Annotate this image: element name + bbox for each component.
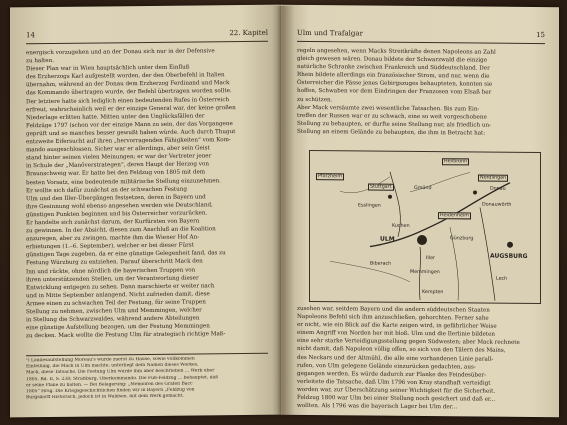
text-line: Er handelte sich zunächst darum, der Kurfürsten von Bayern — [26, 218, 200, 227]
map-label: Nördlingen — [480, 175, 507, 181]
text-line: zu halten. — [26, 58, 54, 65]
text-line: regeln angesehen, wenn Macks Streitkräfte denen Napoleons an Zahl — [297, 47, 496, 56]
campaign-map — [309, 150, 541, 304]
text-line: günstigen Tage zugeben, da er eine günstige Gelegenheit fand, das zu — [26, 250, 226, 259]
map-label: Günzburg — [450, 236, 474, 242]
map-label-ulm: ULM — [380, 235, 395, 243]
text-line: Armee einen zu schwachen Teil der Festung, für seine Truppen — [26, 299, 206, 308]
map-label: Kuchen — [392, 223, 410, 229]
text-line: gegangen werden. Es würde dadurch zur Flanke des Feindesüber- — [297, 370, 486, 379]
augsburg-marker — [507, 242, 513, 248]
text-line: 1805“ Hrsg. Die Kriegsgeschichtlichen finden wir in Bayern „Feldzug von — [26, 387, 195, 395]
text-line: verleitete die Tatsache, daß Ulm 1796 von Kray standhaft verteidigt — [297, 378, 491, 387]
text-line: energisch vorzugehen und an der Donau sich nur in der Defensive — [26, 48, 215, 57]
text-line: geprüft und so manches besser gewußt haben würde. Auch durch Thugut — [26, 129, 236, 138]
text-line: Stellung an einem Gelände zu behaupten, die ihm in Betracht hat: — [297, 128, 486, 137]
map-label-augsburg: AUGSBURG — [490, 252, 528, 260]
text-line: worden war, zur Überschätzung seiner Wichtigkeit für die Sicherheit. — [297, 386, 496, 395]
running-title: Ulm und Trafalgar — [297, 28, 363, 38]
map-label: Iller — [426, 256, 436, 262]
text-line: Braunschweig war. Er hatte bei den Feldzug von 1805 mit dem — [26, 169, 206, 178]
text-line: günstigen Punkten beginnen und bis Österreicher vorzurücken. — [26, 210, 208, 219]
town-marker — [388, 195, 392, 199]
text-line: nicht damit, daß Napoleon völlig offen, so sich von den Tälern des Mains, — [297, 346, 506, 355]
text-line: des Erzherzogs Karl aufgestellt worden, der den Oberbefehl in Italien — [26, 72, 225, 81]
text-line: Stellung zu nehmen, zwischen Ulm und Memmingen, welcher — [26, 307, 202, 316]
text-line: zusehen war, seitdem Bayern und die andern süddeutschen Staaten — [297, 305, 490, 314]
text-line: in Stellung die Schwarzwaldes, während andere Abteilungen — [26, 315, 200, 324]
text-line: einem Angriff von Norden her mit bloß. Ulm und die Ilerlinie bildeten — [297, 330, 496, 338]
text-line: Ulm und den Iller-Übergängen festsetzen, deren in Bayern und — [26, 194, 206, 202]
text-line: Feldzug 1800 war Ulm bei einer Stellung noch gesichert und daß er... — [297, 394, 496, 403]
text-line: gleich gewesen wären. Donau bildete der Schwarzwald die einzige — [297, 56, 488, 64]
town-marker — [473, 190, 477, 194]
text-line: natürliche Schranke zwischen Frankreich und Süddeutschland. Der — [297, 64, 490, 72]
map-label: Lech — [496, 276, 508, 282]
map-label: Kempten — [422, 290, 444, 296]
text-line: Rhein bildete allerdings ein französischer Strom, und nur, wenn die — [297, 72, 490, 80]
map-label: Heidenheim — [440, 213, 469, 219]
map-label: Donauwörth — [482, 202, 512, 208]
text-line: wollten. Als 1796 was die bayerisch Lager bei Ulm der... — [297, 403, 458, 411]
text-line: er nicht, wie ein Blick auf die Karte zeigen wird, in gefährlicher Weise — [297, 322, 497, 330]
text-line: Feldzüge 1797 (schon vor der einzige Mann zu sein, der das Vorgangene — [26, 120, 233, 130]
text-line: anzuregen, aber zu zwingen, machte ihm die Wiener Hof An- — [26, 234, 200, 243]
right-page-number: 15 — [536, 31, 545, 40]
text-line: entzweite Eifersucht auf ihren „hervorragenden Fähigkeiten“ vom Kom- — [26, 137, 231, 146]
left-page-number: 14 — [26, 31, 35, 40]
text-line: erfreut, wahrscheinlich weil er der einzige General war, der keine großen — [26, 104, 236, 113]
left-page-header — [26, 27, 268, 45]
text-line: er seine Pläne zu halten. — Bei Belagerung: „Memoiren des Grafen Bacc — [26, 381, 193, 389]
right-page-body-bottom — [297, 305, 545, 412]
text-line: besten Vorsatz, eine bedeutende militärische Stellung einzunehmen. — [26, 177, 221, 186]
text-line: Niederlage erlitten hatte. Mitten unter den Unglücksfällen der — [26, 113, 205, 122]
text-line: zu gewinnen. In der Absicht, diesen zum Anschluß an die Koalition — [26, 226, 216, 235]
ulm-marker — [417, 235, 427, 245]
text-line: zu schützen. — [297, 96, 333, 103]
map-label: Memmingen — [410, 269, 440, 276]
text-line: ihre Gesinnung wohl ebenso angesehen werden wie Deutschland, — [26, 202, 213, 211]
text-line: des Neckars und der Altmühl, die alle eine vorhandenen Linie parall- — [297, 354, 494, 363]
open-book — [10, 6, 558, 420]
text-line: ihren unterstützenden Stellen, um der Verantwortung dieser — [26, 275, 199, 283]
text-line: Burgsdorff Historisch, jedoch ist in Waldsee, mit dem Werk gemacht. — [26, 393, 184, 401]
text-line: mando ausgeschlossen. Sicher war er allerdings, aber sein Geist — [26, 145, 210, 154]
text-line: Österreicher die Pässe jenes Gebirgszuges behaupteten, konnten sie — [297, 80, 493, 89]
map-label: Pforzheim — [318, 174, 343, 180]
map-label: Heilbronn — [444, 159, 468, 165]
map-label: Esslingen — [358, 203, 381, 209]
text-line: das Kommando übertragen wurde, der Befehl übertragen worden sollte. — [26, 88, 232, 97]
book-gutter — [272, 6, 294, 416]
text-line: hoffen, Schwaben vor dem Eindringen der Franzosen vom Elsaß her — [297, 88, 492, 97]
left-page-body — [26, 47, 268, 341]
left-page — [10, 5, 282, 418]
map-label: Donau — [490, 186, 506, 192]
text-line: Aber Mack versäumte zwei wesentliche Tatsachen. Bis zum Ein- — [297, 104, 480, 113]
text-line: Entwicklung entgegen zu sehen. Dann marschierte er weiter nach — [26, 283, 215, 291]
text-line: und in Mitte September anlangend. Nicht zufrieden damit, diese — [26, 291, 210, 300]
text-line: 1805, Bd. II, S. 238; Straßburg, Oberkommando. Die Fuß-Feldzug ... behauptet, daß — [26, 374, 219, 382]
text-line: ¹) Landesaufstellung Moreau's wurde zuerst zu Hause, sowie vollkommen — [26, 356, 195, 364]
chapter-title: 22. Kapitel — [229, 28, 268, 38]
map-label: Stuttgart — [370, 184, 392, 190]
text-line: Napoleons Befehl sich ihm anzuschließen, gehorchten. Ferner sahe — [297, 314, 489, 322]
map-label: Biberach — [370, 261, 392, 267]
text-line: eine sehr starke Verteidigungsstellung gegen Südwesten; aber Mack rechnete — [297, 338, 520, 347]
text-line: stand hinter seinen vielen Meinungen; er war der Vertreter jener — [26, 153, 212, 162]
text-line: Er wollte sich dafür zunächst an der schwachen Festung — [26, 186, 187, 194]
right-page-body-top — [297, 47, 545, 138]
right-page-header — [297, 27, 545, 44]
text-line: Festung Würzburg zu entziehen. Darauf überschritt Mack den — [26, 258, 203, 267]
text-line: Dieser Plan war in Wien hauptsächlich unter dem Einfluß — [26, 64, 190, 73]
text-line: zu decken. Mack wollte die Festung Ulm für strategisch richtige Maß- — [26, 331, 226, 340]
text-line: rufen, von Ulm gelegene Gelände einzurücken gedachten, aus- — [297, 362, 476, 371]
text-line: Der letztere hatte sich lediglich einen bedeutenden Rufes in Österreich — [26, 96, 230, 105]
text-line: Mack, diese Tatsache. Die Festung Ulm wurde ihm aber beschrieben ... Werk über — [26, 368, 215, 376]
map-label: Gmünd — [414, 185, 432, 192]
text-line: treffen der Russen war er zu schwach, eine so weit vorgeschobene — [297, 112, 487, 121]
text-line: eine günstige Aufstellung bezogen, um der Festung Memmingen — [26, 323, 210, 332]
text-line: übernahm, während an der Donau dem Erzherzog Ferdinand und Mack — [26, 80, 230, 89]
right-page — [281, 5, 559, 417]
text-line: in Schule der „Manöverstrategen“, deren Haupt der Herzog von — [26, 161, 209, 170]
text-line: erbietungen (1.–6. September), welcher er bei dieser Fürst — [26, 242, 194, 251]
text-line: Einteilung, die Mack in Ulm machte, unterliegt dem Namen dieses Werkes, — [26, 362, 199, 370]
text-line: Inn und rückte, ohne nördlich die bayerischen Truppen von — [26, 267, 196, 275]
text-line: Stellung zu behaupten, er durfte seine Stellung nur, als friedlich un- — [297, 120, 492, 129]
left-page-footnotes — [26, 353, 268, 402]
